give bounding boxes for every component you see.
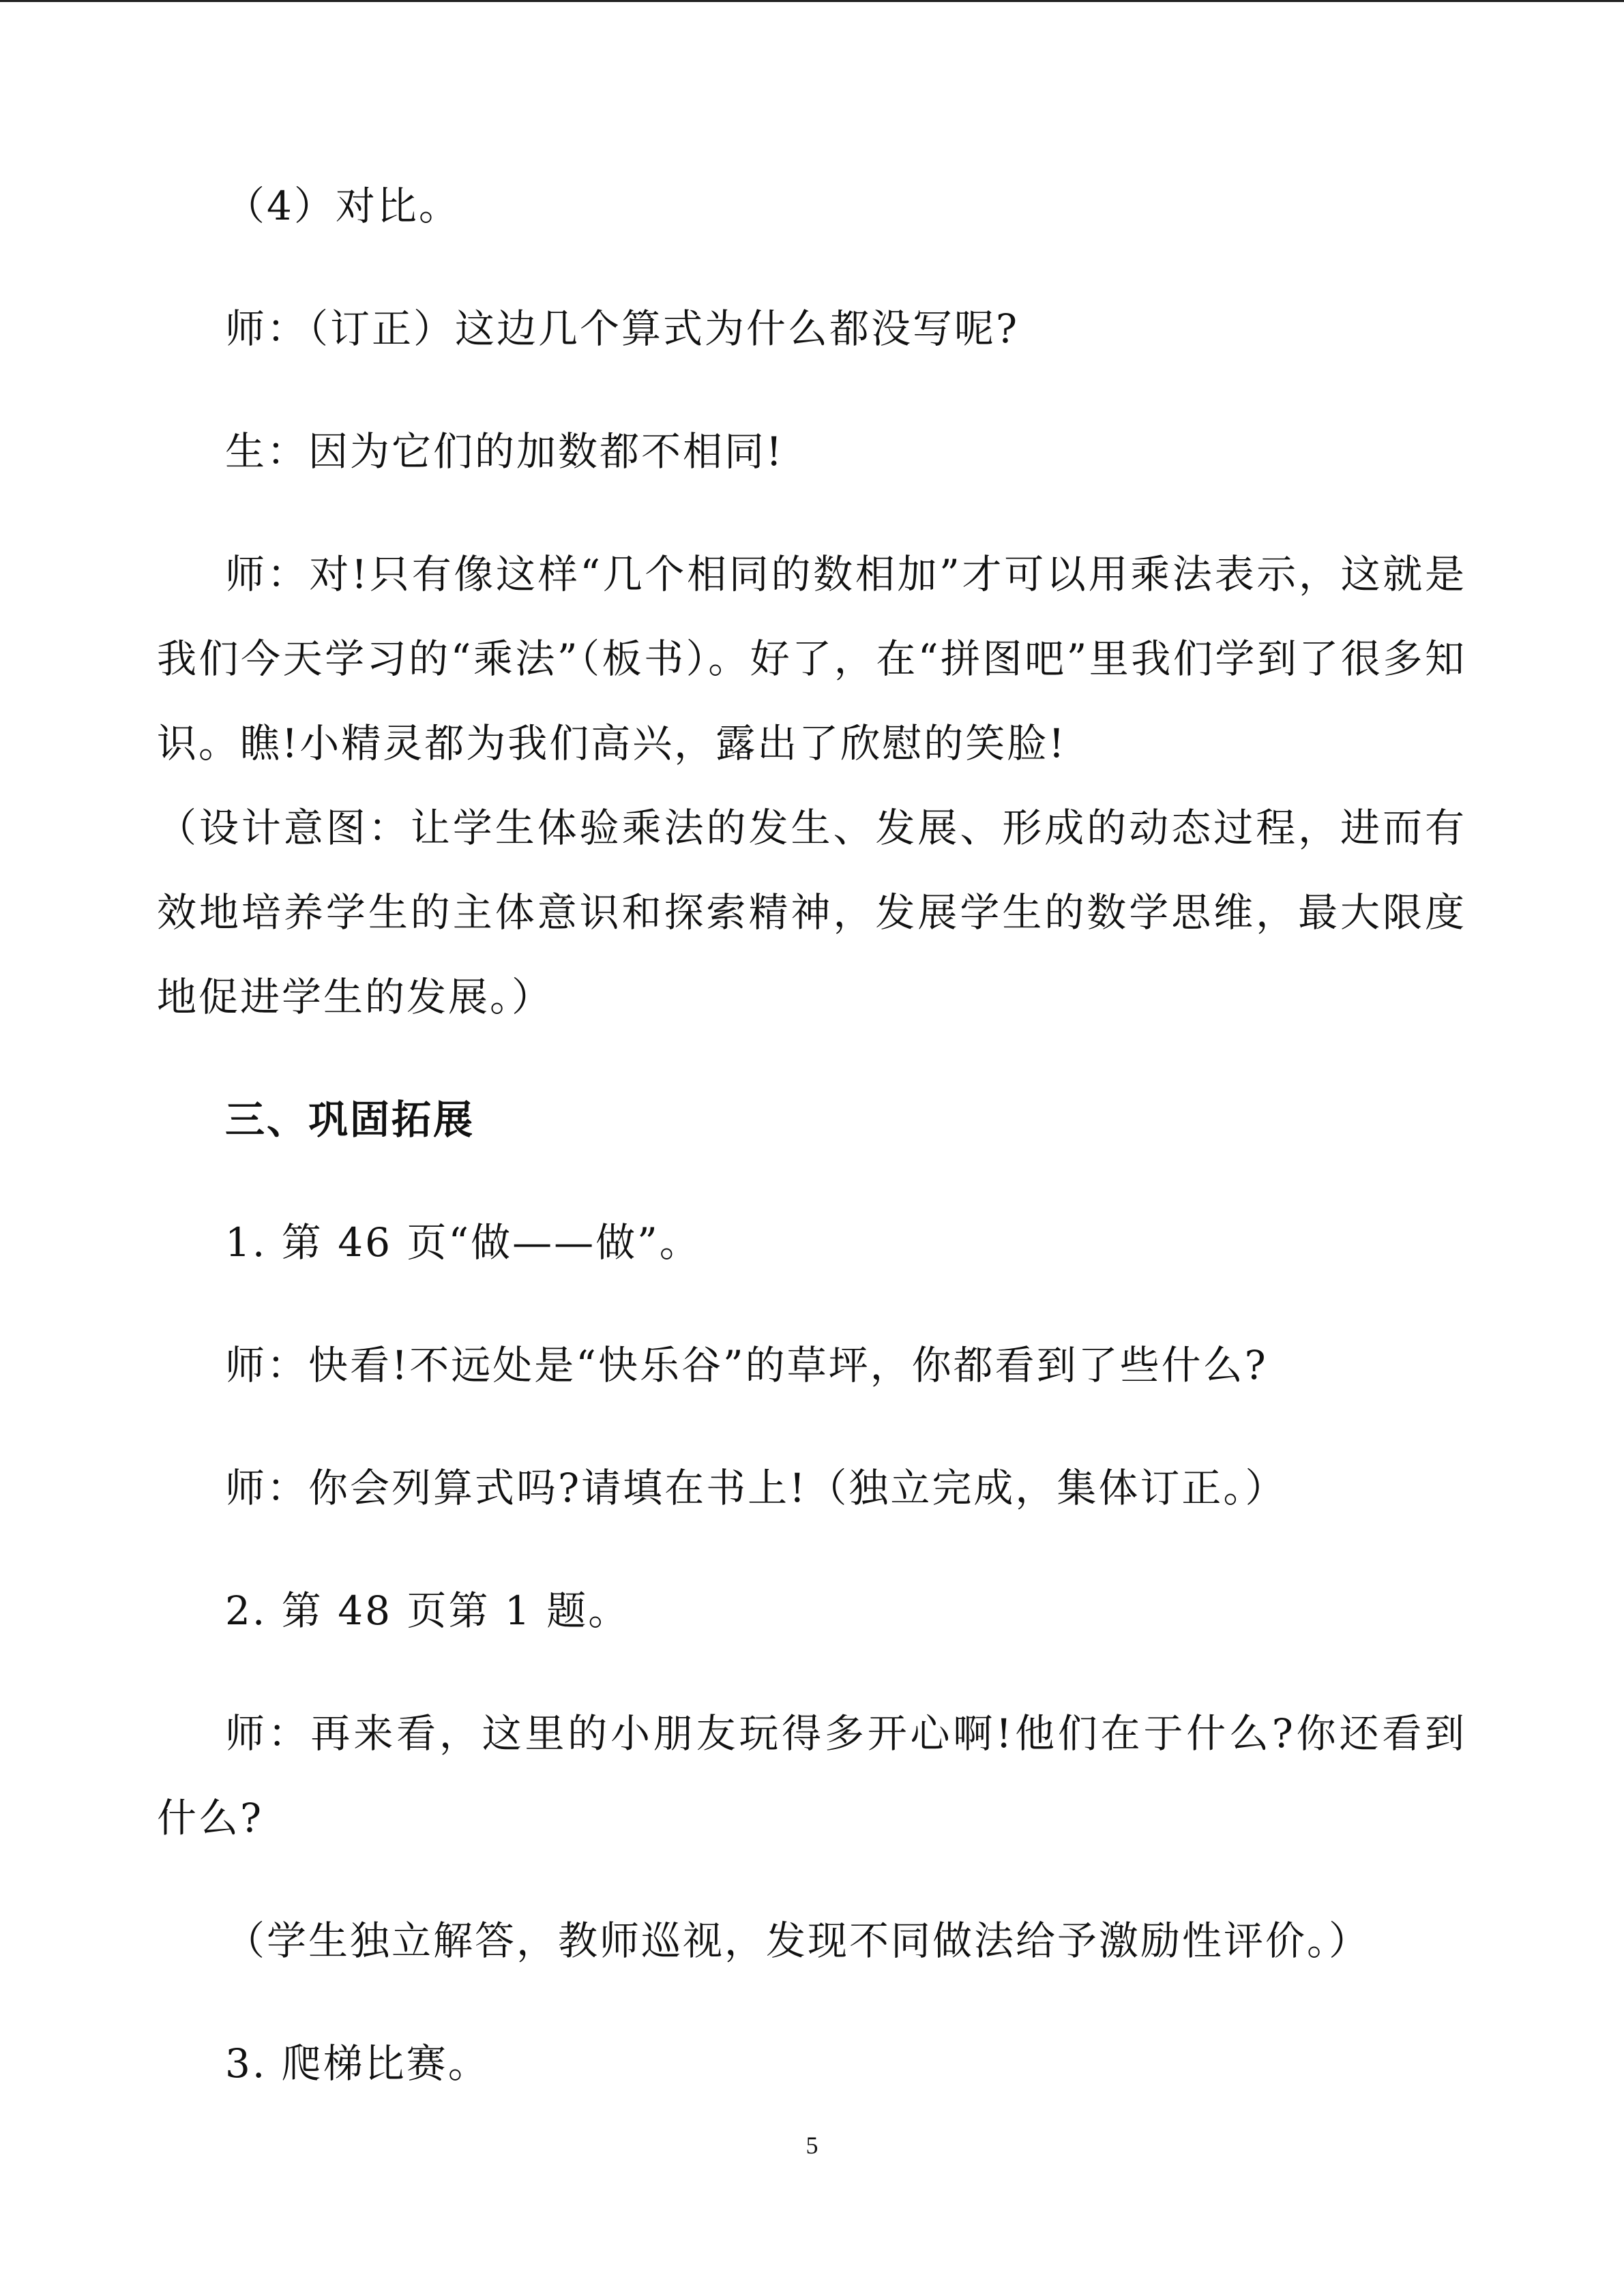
paragraph-exercise-3: 3. 爬梯比赛。 xyxy=(225,2040,490,2087)
paragraph-exercise-1: 1. 第 46 页“做——做”。 xyxy=(225,1219,701,1266)
paragraph-compare: （4）对比。 xyxy=(225,183,460,229)
top-border-line xyxy=(0,0,1624,2)
paragraph-design-intent: （设计意图：让学生体验乘法的发生、发展、形成的动态过程，进而有效地培养学生的主体意识和探索精神，发展学生的数学思维，最大限度地促进学生的发展。） xyxy=(157,805,1466,1020)
paragraph-teacher-question: 师：（订正）这边几个算式为什么都没写呢? xyxy=(225,305,1020,352)
page-number: 5 xyxy=(806,2132,818,2159)
section-heading-consolidation: 三、巩固拓展 xyxy=(225,1097,475,1143)
paragraph-teacher-look: 师：快看!不远处是“快乐谷”的草坪，你都看到了些什么? xyxy=(225,1342,1268,1388)
paragraph-teacher-children: 师：再来看，这里的小朋友玩得多开心啊!他们在于什么?你还看到什么? xyxy=(157,1710,1466,1841)
paragraph-exercise-2: 2. 第 48 页第 1 题。 xyxy=(225,1587,630,1634)
document-body xyxy=(157,164,1466,2106)
paragraph-student-answer: 生：因为它们的加数都不相同! xyxy=(225,428,784,475)
paragraph-student-solve: （学生独立解答，教师巡视，发现不同做法给予激励性评价。） xyxy=(225,1918,1371,1964)
paragraph-teacher-multiplication: 师：对!只有像这样“几个相同的数相加”才可以用乘法表示，这就是我们今天学习的“乘法”（板书）。好了，在“拼图吧”里我们学到了很多知识。瞧!小精灵都为我们高兴，露出了欣慰的笑脸! xyxy=(157,551,1466,766)
paragraph-teacher-equation: 师：你会列算式吗?请填在书上!（独立完成，集体订正。） xyxy=(225,1465,1287,1511)
